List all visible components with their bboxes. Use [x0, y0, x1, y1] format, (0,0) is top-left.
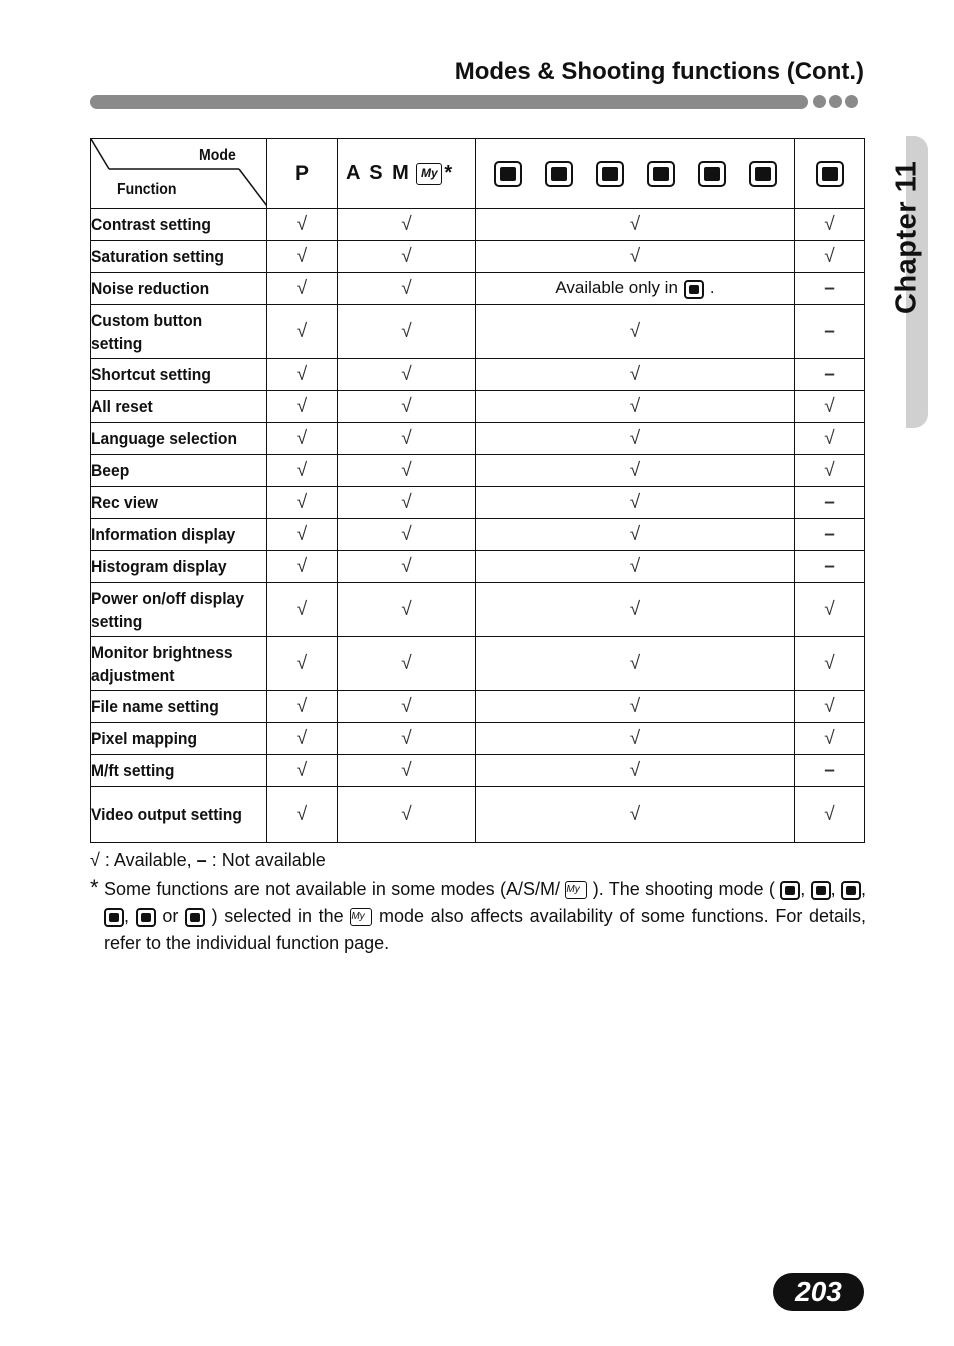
- landscape-portrait-mode-icon: [647, 161, 675, 187]
- footnote-or: or: [162, 906, 179, 926]
- movie-mode-cell: √: [795, 391, 865, 423]
- scene-note: Available only in: [555, 278, 678, 298]
- footnote: [90, 876, 866, 957]
- function-name: Contrast setting: [91, 215, 211, 234]
- function-name-cell: [91, 551, 267, 583]
- table-row: [91, 423, 865, 455]
- scene-mode-cell: √: [476, 209, 795, 241]
- function-name-cell: [91, 755, 267, 787]
- asm-label: A S M: [346, 162, 411, 184]
- comma: ,: [124, 906, 130, 926]
- scene-mode-cell: [476, 273, 795, 305]
- table-row: [91, 637, 865, 691]
- asm-mode-cell: √: [338, 691, 476, 723]
- function-name-cell: [91, 787, 267, 843]
- legend-available-mark: √: [90, 850, 100, 870]
- table-row: [91, 723, 865, 755]
- asm-mode-cell: √: [338, 583, 476, 637]
- p-mode-cell: √: [267, 359, 338, 391]
- function-name-cell: [91, 273, 267, 305]
- col-header-asm: [338, 139, 476, 209]
- self-portrait-mode-icon: [136, 908, 156, 927]
- p-mode-cell: √: [267, 241, 338, 273]
- asm-mode-cell: √: [338, 787, 476, 843]
- p-mode-cell: √: [267, 455, 338, 487]
- function-name-cell: [91, 519, 267, 551]
- movie-mode-cell: –: [795, 487, 865, 519]
- footnote-part4: mode also affects availability of some functions. For details, refer to the individual function page.: [104, 906, 866, 953]
- scene-mode-cell: √: [476, 583, 795, 637]
- legend: [90, 850, 326, 871]
- function-name: File name setting: [91, 697, 219, 716]
- portrait-mode-icon: [494, 161, 522, 187]
- p-mode-cell: √: [267, 519, 338, 551]
- function-name-cell: [91, 583, 267, 637]
- col-header-movie: [795, 139, 865, 209]
- scene-mode-cell: √: [476, 241, 795, 273]
- portrait-mode-icon: [780, 881, 800, 900]
- function-name: Custom button setting: [91, 310, 203, 353]
- asm-mode-cell: √: [338, 391, 476, 423]
- function-name: M/ft setting: [91, 761, 175, 780]
- asm-mode-cell: √: [338, 637, 476, 691]
- my-mode-icon: My: [416, 163, 442, 185]
- asm-mode-cell: √: [338, 209, 476, 241]
- scene-mode-cell: √: [476, 691, 795, 723]
- p-mode-cell: √: [267, 209, 338, 241]
- scene-mode-cell: √: [476, 455, 795, 487]
- page-number: 203: [773, 1273, 864, 1311]
- movie-mode-cell: –: [795, 755, 865, 787]
- my-mode-icon: My: [350, 908, 372, 926]
- table-row: [91, 519, 865, 551]
- asm-mode-cell: √: [338, 723, 476, 755]
- table-row: [91, 787, 865, 843]
- function-name-cell: [91, 305, 267, 359]
- legend-na-text: : Not available: [211, 850, 326, 870]
- movie-mode-cell: –: [795, 519, 865, 551]
- asm-mode-cell: √: [338, 487, 476, 519]
- p-mode-cell: √: [267, 787, 338, 843]
- movie-mode-cell: √: [795, 787, 865, 843]
- night-scene-mode-icon: [684, 280, 704, 299]
- table-row: [91, 209, 865, 241]
- function-name-cell: [91, 209, 267, 241]
- p-mode-cell: √: [267, 583, 338, 637]
- movie-mode-cell: √: [795, 209, 865, 241]
- function-name: Video output setting: [91, 805, 242, 824]
- table-header-row: [91, 139, 865, 209]
- function-name: Monitor brightness adjustment: [91, 642, 233, 685]
- movie-mode-cell: –: [795, 273, 865, 305]
- function-name: Histogram display: [91, 557, 227, 576]
- function-name-cell: [91, 455, 267, 487]
- my-mode-icon: My: [565, 881, 587, 899]
- footnote-part3: ) selected in the: [211, 906, 344, 926]
- function-name: Shortcut setting: [91, 365, 211, 384]
- title-underline-bar: [90, 95, 808, 109]
- scene-mode-cell: √: [476, 723, 795, 755]
- p-mode-cell: √: [267, 691, 338, 723]
- function-name-cell: [91, 637, 267, 691]
- comma: ,: [800, 879, 806, 899]
- corner-cell: [91, 139, 267, 209]
- asm-mode-cell: √: [338, 305, 476, 359]
- p-mode-cell: √: [267, 551, 338, 583]
- scene-mode-cell: √: [476, 787, 795, 843]
- function-name: All reset: [91, 397, 153, 416]
- footnote-part1: Some functions are not available in some modes (A/S/M/: [104, 879, 560, 899]
- movie-mode-cell: –: [795, 359, 865, 391]
- p-mode-cell: √: [267, 273, 338, 305]
- function-name-cell: [91, 691, 267, 723]
- p-mode-cell: √: [267, 487, 338, 519]
- mode-label: Mode: [199, 147, 236, 164]
- p-mode-cell: √: [267, 305, 338, 359]
- table-row: [91, 755, 865, 787]
- function-name-cell: [91, 359, 267, 391]
- p-mode-cell: √: [267, 391, 338, 423]
- scene-mode-cell: √: [476, 551, 795, 583]
- movie-mode-cell: –: [795, 551, 865, 583]
- p-mode-cell: √: [267, 637, 338, 691]
- function-name-cell: [91, 723, 267, 755]
- chapter-label: Chapter 11: [890, 160, 923, 314]
- legend-available-text: : Available,: [104, 850, 192, 870]
- landscape-portrait-mode-icon: [104, 908, 124, 927]
- comma: ,: [860, 879, 866, 899]
- table-row: [91, 391, 865, 423]
- asm-mode-cell: √: [338, 423, 476, 455]
- col-header-scene: [476, 139, 795, 209]
- function-name: Saturation setting: [91, 247, 224, 266]
- function-name: Information display: [91, 525, 236, 544]
- asm-mode-cell: √: [338, 551, 476, 583]
- asm-mode-cell: √: [338, 755, 476, 787]
- scene-mode-cell: √: [476, 637, 795, 691]
- footnote-asterisk: *: [90, 875, 99, 900]
- movie-mode-icon: [816, 161, 844, 187]
- scene-mode-cell: √: [476, 305, 795, 359]
- scene-mode-cell: √: [476, 755, 795, 787]
- table-row: [91, 551, 865, 583]
- function-name-cell: [91, 391, 267, 423]
- night-scene-mode-icon: [811, 881, 831, 900]
- movie-mode-cell: √: [795, 583, 865, 637]
- movie-mode-cell: √: [795, 241, 865, 273]
- col-header-p: P: [267, 139, 338, 209]
- movie-mode-cell: √: [795, 723, 865, 755]
- table-row: [91, 583, 865, 637]
- asm-mode-cell: √: [338, 519, 476, 551]
- comma: ,: [830, 879, 836, 899]
- p-mode-cell: √: [267, 755, 338, 787]
- function-name-cell: [91, 423, 267, 455]
- legend-na-mark: –: [196, 850, 207, 870]
- asterisk-mark: *: [444, 162, 453, 184]
- function-name-cell: [91, 487, 267, 519]
- table-row: [91, 487, 865, 519]
- p-mode-cell: √: [267, 423, 338, 455]
- table-row: [91, 455, 865, 487]
- table-row: [91, 241, 865, 273]
- asm-mode-cell: √: [338, 273, 476, 305]
- scene-mode-cell: √: [476, 359, 795, 391]
- function-name: Rec view: [91, 493, 158, 512]
- function-name: Noise reduction: [91, 279, 210, 298]
- scene-mode-cell: √: [476, 423, 795, 455]
- asm-mode-cell: √: [338, 241, 476, 273]
- table-row: [91, 691, 865, 723]
- movie-mode-cell: √: [795, 637, 865, 691]
- night-scene-mode-icon: [545, 161, 573, 187]
- asm-mode-cell: √: [338, 359, 476, 391]
- table-row: [91, 305, 865, 359]
- function-name: Language selection: [91, 429, 238, 448]
- page-title: Modes & Shooting functions (Cont.): [454, 58, 864, 85]
- landscape-mode-icon: [841, 881, 861, 900]
- movie-mode-cell: √: [795, 455, 865, 487]
- function-name-cell: [91, 241, 267, 273]
- landscape-mode-icon: [596, 161, 624, 187]
- modes-functions-table: [90, 138, 865, 843]
- sports-mode-icon: [698, 161, 726, 187]
- table-row: [91, 359, 865, 391]
- sports-mode-icon: [185, 908, 205, 927]
- scene-mode-cell: √: [476, 487, 795, 519]
- scene-note-end: .: [709, 278, 715, 298]
- function-name: Beep: [91, 461, 130, 480]
- footnote-part2: ). The shooting mode (: [592, 879, 775, 899]
- movie-mode-cell: √: [795, 691, 865, 723]
- movie-mode-cell: √: [795, 423, 865, 455]
- function-label: Function: [117, 181, 177, 198]
- function-name: Pixel mapping: [91, 729, 198, 748]
- movie-mode-cell: –: [795, 305, 865, 359]
- self-portrait-mode-icon: [749, 161, 777, 187]
- scene-mode-cell: √: [476, 391, 795, 423]
- p-mode-cell: √: [267, 723, 338, 755]
- table-row: [91, 273, 865, 305]
- scene-mode-cell: √: [476, 519, 795, 551]
- function-name: Power on/off display setting: [91, 588, 244, 631]
- asm-mode-cell: √: [338, 455, 476, 487]
- title-dots: [813, 95, 858, 108]
